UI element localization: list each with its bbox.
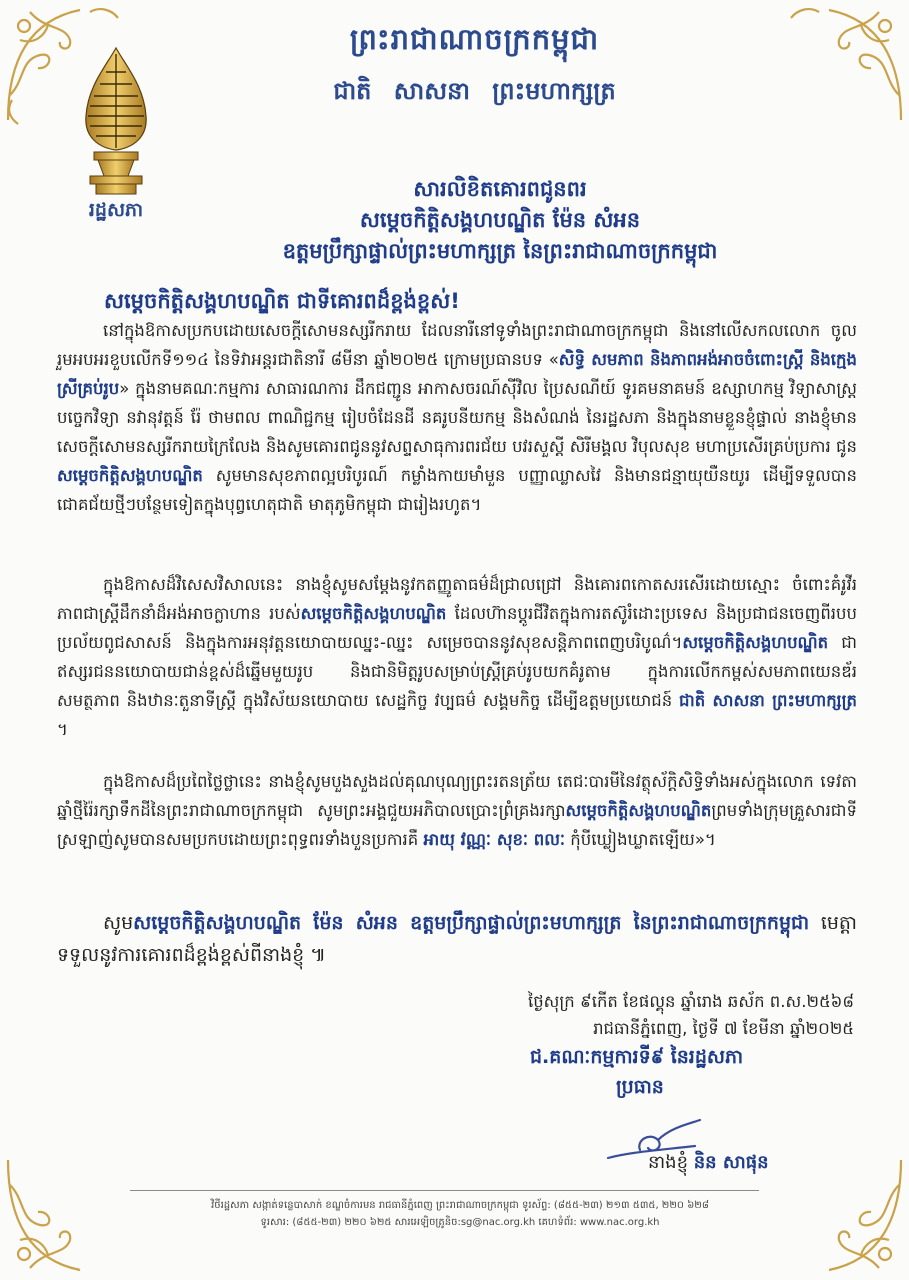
paragraph-3 (57, 767, 857, 854)
signer-name: និន សាផុន (693, 1152, 769, 1173)
p3-text: ក្នុងឱកាសដ៏ប្រពៃថ្លៃថ្លានេះ នាងខ្ញុំសូមបួងសួងដល់គុណបុណ្យព្រះរតនត្រ័យ តេជៈបារមីនៃវត្ថុស័ក្តិសិទ្ធិទាំងអស់ក្នុងលោក ទេវតាឆ្នាំថ្មីរ៉ៃរក្សាទឹកដីនៃព្រះរាជាណាចក្រកម្ពុជា សូមព្រះអង្គជួយអភិបាលប្រោះព្រំគ្រងរក្សា (57, 772, 857, 820)
p2-text: ។ (57, 720, 68, 739)
footer-contact (150, 1197, 770, 1231)
paragraph-1 (57, 316, 857, 519)
p1-text: នៅក្នុងឱកាសប្រកបដោយសេចក្តីសោមនស្សរីករាយ ដែលនារីនៅទូទាំងព្រះរាជាណាចក្រកម្ពុជា និងនៅលើសកលលោក ចូលរួមអបអរខួបលើកទី១១៤ នៃទិវាអន្តរជាតិនារី ៨មីនា ឆ្នាំ២០២៥ ក្រោមប្រធានបទ « (57, 321, 857, 369)
p4-text: សូម (103, 912, 134, 934)
p3-text: កុំបីឃ្លៀងឃ្លាតឡើយ»។ (565, 830, 716, 849)
letter-title (150, 174, 850, 267)
lunar-date: ថ្ងៃសុក្រ ៩កើត ខែផល្គុន ឆ្នាំរោង ឆស័ក ព.ស.២៥៦៨ (527, 992, 854, 1011)
title-line-3: ឧត្តមប្រឹក្សាផ្ទាល់ព្រះមហាក្សត្រ នៃព្រះរាជាណាចក្រកម្ពុជា (282, 239, 718, 263)
corner-ornament (0, 1150, 130, 1280)
corner-ornament (779, 1150, 909, 1280)
p2-text: ជាឥស្សរជននយោបាយជាន់ខ្ពស់ដ៏ឆ្នើមមួយរូប និងជានិមិត្តរូបសម្រាប់ស្ត្រីគ្រប់រូបយកគំរូតាម ក្នុងការលើកកម្ពស់សមភាពយេនឌ័រ សមត្ថភាព និងឋានៈតួនាទីស្ត្រី ក្នុងវិស័យនយោបាយ សេដ្ឋកិច្ច វប្បធម៌ សង្គមកិច្ច ដើម្បីឧត្តមប្រយោជន៍ (57, 633, 857, 710)
p3-text: ព្រមទាំងក្រុមគ្រួសារជាទីស្រឡាញ់សូមបានសមប្រកបដោយព្រះពុទ្ធពរទាំងបួនប្រការគឺ (57, 801, 857, 849)
title-line-1: សារលិខិតគោរពជូនពរ (413, 177, 587, 201)
signatory-position: ប្រធាន (616, 1076, 664, 1098)
signatory-name (648, 1150, 769, 1177)
p3-honorific: សម្តេចកិត្តិសង្គហបណ្ឌិត (565, 801, 712, 820)
p1-text: សូមមានសុខភាពល្អបរិបូរណ៍ កម្លាំងកាយមាំមួន បញ្ញាឈ្លាសវៃ និងមានជន្មាយុយឺនយូរ ដើម្បីទទួលបានជោគជ័យថ្មីៗបន្ថែមទៀតក្នុងបុព្វហេតុជាតិ មាតុភូមិកម្ពុជា ជារៀងរហូត។ (57, 466, 857, 514)
title-line-2: សម្តេចកិត្តិសង្គហបណ្ឌិត ម៉ែន សំអន (359, 208, 641, 232)
p4-recipient: សម្តេចកិត្តិសង្គហបណ្ឌិត ម៉ែន សំអន ឧត្តមប្រឹក្សាផ្ទាល់ព្រះមហាក្សត្រ នៃព្រះរាជាណាចក្រកម្ពុជា (133, 912, 810, 934)
p2-motto: ជាតិ សាសនា ព្រះមហាក្សត្រ (679, 691, 857, 710)
p1-text: » ក្នុងនាមគណៈកម្មការ សាធារណការ ដឹកជញ្ជូន អាកាសចរណ៍ស៊ីវិល ប្រៃសណីយ៍ ទូរគមនាគមន៍ ឧស្សាហកម្ម វិទ្យាសាស្ត្រ បច្ចេកវិទ្យា នវានុវត្តន៍ រ៉ែ ថាមពល ពាណិជ្ជកម្ម រៀបចំដែនដី នគរូបនីយកម្ម និងសំណង់ នៃរដ្ឋសភា និងក្នុងនាមខ្លួនខ្ញុំផ្ទាល់ នាងខ្ញុំមានសេចក្តីសោមនស្សរីករាយក្រៃលែង និងសូមគោរពជូននូវសព្ទសាធុការពរជ័យ បវរសួស្តី សិរីមង្គល វិបុលសុខ មហាប្រសើរគ្រប់ប្រការ ជូន (57, 379, 857, 456)
kingdom-name: ព្រះរាជាណាចក្រកម្ពុជា (349, 22, 600, 56)
closing-paragraph (57, 907, 857, 971)
footer-divider (130, 1190, 759, 1191)
signer-prefix: នាងខ្ញុំ (648, 1152, 694, 1173)
footer-fax-email-web: ទូរសារ: (៨៥៥-២៣) ២២០ ៦២៥ សារអេឡិចត្រូនិច:sg@nac.org.kh គេហទំព័រ: www.nac.org.kh (260, 1217, 660, 1228)
senate-emblem-icon (74, 46, 158, 196)
institution-name: រដ្ឋសភា (88, 199, 144, 221)
solar-date: រាជធានីភ្នំពេញ, ថ្ងៃទី ៧ ខែមីនា ឆ្នាំ២០២៥ (593, 1019, 854, 1038)
p2-text: ក្នុងឱកាសដ៏វិសេសវិសាលនេះ នាងខ្ញុំសូមសម្តែងនូវកតញ្ញូតាធម៌ដ៏ជ្រាលជ្រៅ និងគោរពកោតសរសើរដោយស្មោះ ចំពោះគំរូវីរភាពជាស្ត្រីដឹកនាំដ៏អង់អាចក្លាហាន របស់ (57, 575, 857, 623)
p4-text: មេត្តាទទួលនូវការគោរពដ៏ខ្ពង់ខ្ពស់ពីនាងខ្ញុំ ៕ (57, 912, 857, 966)
p3-blessings: អាយុ វណ្ណៈ សុខៈ ពលៈ (423, 830, 566, 849)
paragraph-2 (57, 570, 857, 744)
footer-address: វិថីរដ្ឋសភា សង្កាត់ទន្លេបាសាក់ ខណ្ឌចំការមន រាជធានីភ្នំពេញ ព្រះរាជាណាចក្រកម្ពុជា ទូរស័ព្ទ: (៨៥៥-២៣) ២១៣ ៥៣៥, ២២០ ៦២៨ (211, 1200, 709, 1211)
national-motto: ជាតិ សាសនា ព្រះមហាក្សត្រ (333, 77, 616, 105)
p1-theme: សិទ្ធិ សមភាព និងភាពអង់អាចចំពោះស្ត្រី និងក្មេងស្រីគ្រប់រូប (57, 350, 857, 398)
p2-honorific: សម្តេចកិត្តិសង្គហបណ្ឌិត (682, 633, 829, 652)
p1-honorific: សម្តេចកិត្តិសង្គហបណ្ឌិត (57, 466, 203, 485)
salutation: សម្តេចកិត្តិសង្គហបណ្ឌិត ជាទីគោរពដ៏ខ្ពង់ខ្ពស់! (104, 289, 460, 313)
p2-text: ដែលហ៊ានប្តូរជីវិតក្នុងការតស៊ូរំដោះប្រទេស និងប្រជាជនចេញពីរបបប្រល័យពូជសាសន៍ និងក្នុងការអនុវត្តនយោបាយឈ្នះ-ឈ្នះ សម្រេចបាននូវសុខសន្តិភាពពេញបរិបូណ៌។ (57, 604, 857, 652)
p2-honorific: សម្តេចកិត្តិសង្គហបណ្ឌិត (300, 604, 447, 623)
signatory-role: ជ.គណៈកម្មការទី៩ នៃរដ្ឋសភា (530, 1046, 744, 1068)
dateline (528, 988, 854, 1042)
